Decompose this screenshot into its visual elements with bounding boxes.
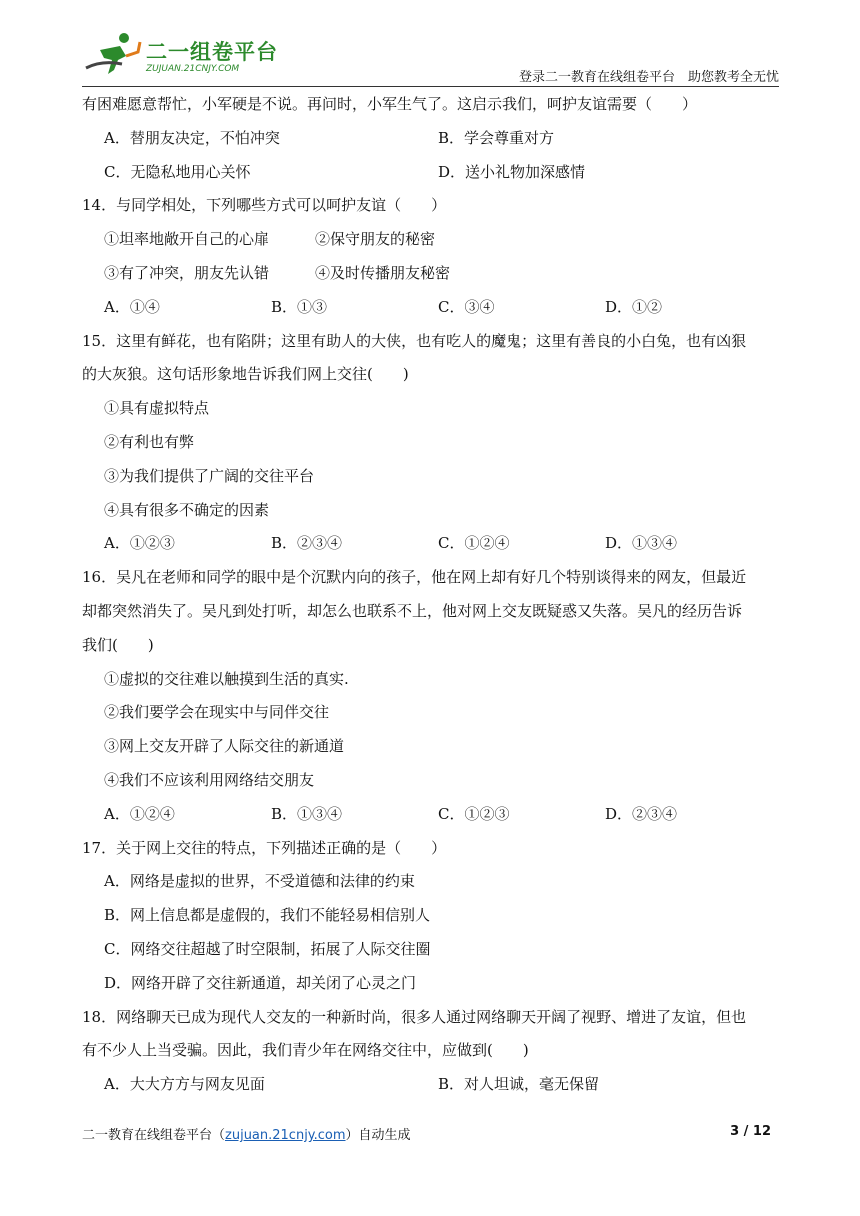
footer-source (82, 1124, 411, 1143)
q18-options-row (82, 1068, 779, 1102)
q18-stem-line-2: 有不少人上当受骗。因此，我们青少年在网络交往中，应做到( ) (82, 1041, 529, 1060)
q13-options-row-1 (82, 122, 779, 156)
q15-option-b[interactable]: B．②③④ (271, 534, 343, 553)
q15-item-3: ③为我们提供了广阔的交往平台 (104, 466, 315, 485)
q15-stem-line-1: 15．这里有鲜花，也有陷阱；这里有助人的大侠，也有吃人的魔鬼；这里有善良的小白兔，也有凶狠 (82, 331, 747, 350)
q13-stem-tail: 有困难愿意帮忙，小军硬是不说。再问时，小军生气了。这启示我们，呵护友谊需要（ ） (82, 95, 698, 113)
q18-option-b[interactable]: B．对人坦诚，毫无保留 (438, 1075, 600, 1094)
q16-item-4: ④我们不应该利用网络结交朋友 (104, 770, 315, 789)
q14-options-row (82, 291, 779, 325)
q15-item-2: ②有利也有弊 (104, 432, 195, 451)
q14-item-4: ④及时传播朋友秘密 (315, 263, 451, 282)
q14-item-1: ①坦率地敞开自己的心扉 (104, 230, 270, 249)
q16-option-b[interactable]: B．①③④ (271, 804, 343, 823)
q15-option-c[interactable]: C．①②④ (438, 534, 510, 553)
q15-option-d[interactable]: D．①③④ (605, 534, 678, 553)
q14-option-b[interactable]: B．①③ (271, 297, 328, 316)
q13-option-c[interactable]: C．无隐私地用心关怀 (104, 162, 251, 181)
q14-items-row-1 (82, 223, 779, 257)
q14-stem: 14．与同学相处，下列哪些方式可以呵护友谊（ ） (82, 196, 447, 215)
q13-option-a[interactable]: A．替朋友决定，不怕冲突 (104, 128, 280, 147)
q16-option-d[interactable]: D．②③④ (605, 804, 678, 823)
q14-item-2: ②保守朋友的秘密 (315, 230, 436, 249)
q16-stem-line-2: 却都突然消失了。吴凡到处打听，却怎么也联系不上，他对网上交友既疑惑又失落。吴凡的经历告诉 (82, 601, 743, 620)
q14-option-d[interactable]: D．①② (605, 297, 663, 316)
q18-option-a[interactable]: A．大大方方与网友见面 (104, 1075, 265, 1094)
q17-option-a[interactable]: A．网络是虚拟的世界，不受道德和法律的约束 (104, 872, 415, 891)
q15-item-1: ①具有虚拟特点 (104, 399, 210, 418)
q13-options-row-2 (82, 156, 779, 190)
q16-options-row (82, 798, 779, 832)
footer-link[interactable]: zujuan.21cnjy.com (225, 1128, 346, 1143)
q17-option-b[interactable]: B．网上信息都是虚假的，我们不能轻易相信别人 (104, 906, 431, 925)
q17-stem: 17．关于网上交往的特点，下列描述正确的是（ ） (82, 838, 447, 857)
question-content (82, 88, 779, 1102)
runner-logo-icon (82, 30, 142, 80)
header-slogan: 登录二一教育在线组卷平台 助您教考全无忧 (518, 70, 779, 85)
q16-stem-line-1: 16．吴凡在老师和同学的眼中是个沉默内向的孩子，他在网上却有好几个特别谈得来的网友，但最近 (82, 568, 747, 587)
q18-stem-line-1: 18．网络聊天已成为现代人交友的一种新时尚，很多人通过网络聊天开阔了视野、增进了友谊，但也 (82, 1007, 747, 1026)
q14-items-row-2 (82, 257, 779, 291)
header-divider (82, 86, 779, 87)
q13-option-d[interactable]: D．送小礼物加深感情 (438, 162, 586, 181)
footer-prefix: 二一教育在线组卷平台（ (82, 1128, 226, 1143)
q15-item-4: ④具有很多不确定的因素 (104, 500, 270, 519)
q14-option-c[interactable]: C．③④ (438, 297, 495, 316)
q16-stem-line-3: 我们( ) (82, 635, 154, 654)
q16-option-c[interactable]: C．①②③ (438, 804, 510, 823)
page-header (82, 30, 779, 88)
page-number: 3 / 12 (730, 1124, 771, 1139)
q16-item-1: ①虚拟的交往难以触摸到生活的真实. (104, 669, 349, 688)
logo-text: 二一组卷平台 (146, 40, 278, 64)
q16-item-3: ③网上交友开辟了人际交往的新通道 (104, 737, 345, 756)
q13-option-b[interactable]: B．学会尊重对方 (438, 128, 555, 147)
q14-option-a[interactable]: A．①④ (104, 297, 160, 316)
logo-subtext: ZUJUAN.21CNJY.COM (146, 64, 240, 74)
footer-suffix: ）自动生成 (345, 1128, 411, 1143)
q15-option-a[interactable]: A．①②③ (104, 534, 175, 553)
q15-options-row (82, 527, 779, 561)
q15-stem-line-2: 的大灰狼。这句话形象地告诉我们网上交往( ) (82, 365, 409, 384)
q16-option-a[interactable]: A．①②④ (104, 804, 175, 823)
q14-item-3: ③有了冲突，朋友先认错 (104, 263, 270, 282)
q17-option-d[interactable]: D．网络开辟了交往新通道，却关闭了心灵之门 (104, 973, 417, 992)
q17-option-c[interactable]: C．网络交往超越了时空限制，拓展了人际交往圈 (104, 939, 431, 958)
q16-item-2: ②我们要学会在现实中与同伴交往 (104, 703, 330, 722)
logo[interactable] (82, 30, 302, 82)
